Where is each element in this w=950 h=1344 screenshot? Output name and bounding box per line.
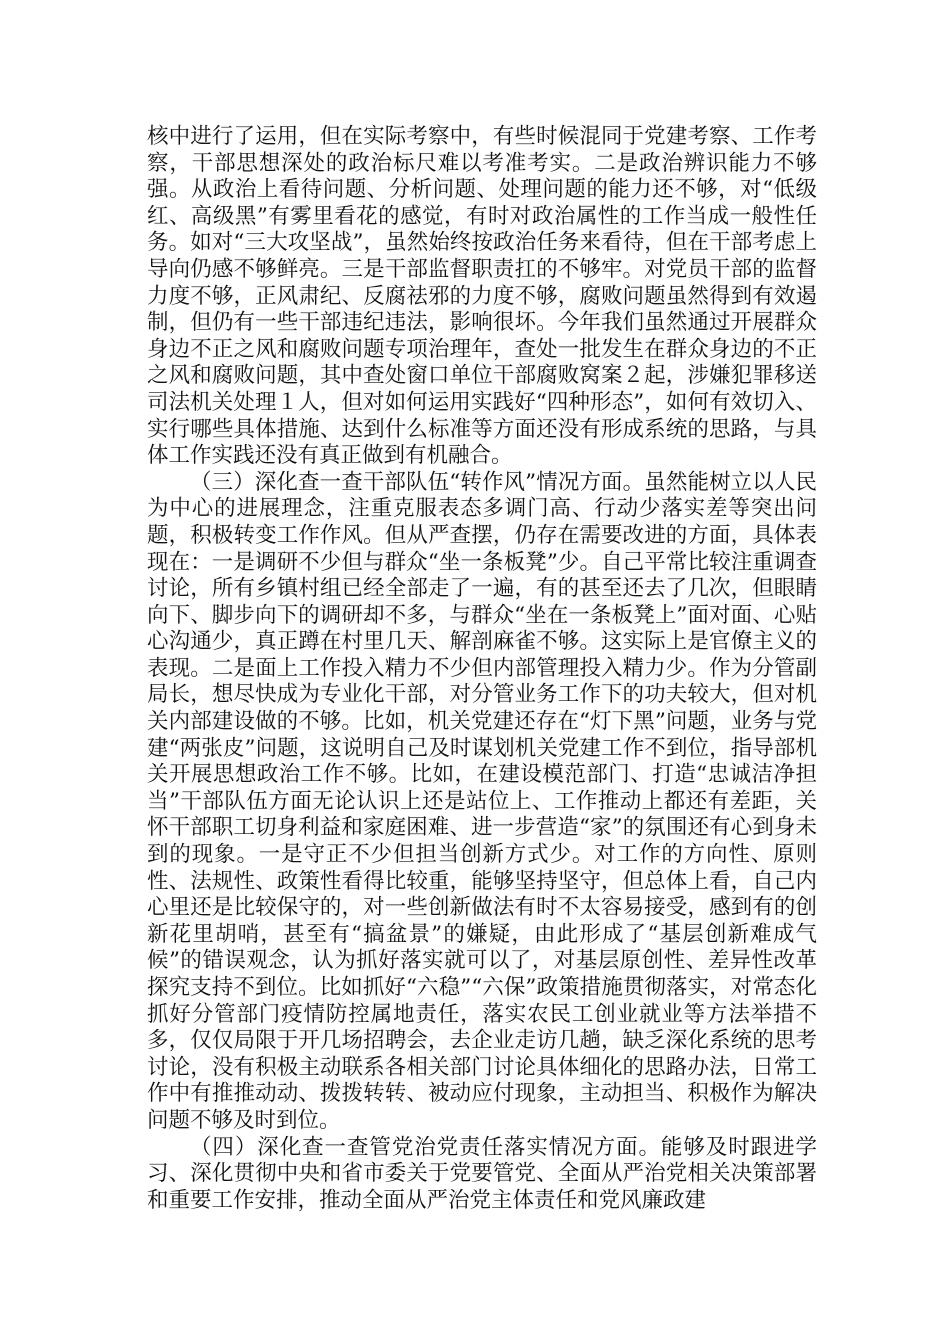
paragraph-3: （四）深化查一查管党治党责任落实情况方面。能够及时跟进学习、深化贯彻中央和省市委关于党要管党、全面从严治党相关决策部署和重要工作安排，推动全面从严治党主体责任和党风廉政建: [147, 1134, 817, 1213]
document-page: [147, 124, 817, 1214]
paragraph-1: 核中进行了运用，但在实际考察中，有些时候混同于党建考察、工作考察，干部思想深处的政治标尺难以考准考实。二是政治辨识能力不够强。从政治上看待问题、分析问题、处理问题的能力还不够，对“低级红、高级黑”有雾里看花的感觉，有时对政治属性的工作当成一般性任务。如对“三大攻坚战”，虽然始终按政治任务来看待，但在干部考虑上导向仍感不够鲜亮。三是干部监督职责扛的不够牢。对党员干部的监督力度不够，正风肃纪、反腐祛邪的力度不够，腐败问题虽然得到有效遏制，但仍有一些干部违纪违法，影响很坏。今年我们虽然通过开展群众身边不正之风和腐败问题专项治理年，查处一批发生在群众身边的不正之风和腐败问题，其中查处窗口单位干部腐败窝案２起，涉嫌犯罪移送司法机关处理１人，但对如何运用实践好“四种形态”，如何有效切入、实行哪些具体措施、达到什么标准等方面还没有形成系统的思路，与具体工作实践还没有真正做到有机融合。: [147, 124, 817, 469]
paragraph-2: （三）深化查一查干部队伍“转作风”情况方面。虽然能树立以人民为中心的进展理念，注重克服表态多调门高、行动少落实差等突出问题，积极转变工作作风。但从严查摆，仍存在需要改进的方面，具体表现在：一是调研不少但与群众“坐一条板凳”少。自己平常比较注重调查讨论，所有乡镇村组已经全部走了一遍，有的甚至还去了几次，但眼睛向下、脚步向下的调研却不多，与群众“坐在一条板凳上”面对面、心贴心沟通少，真正蹲在村里几天、解剖麻雀不够。这实际上是官僚主义的表现。二是面上工作投入精力不少但内部管理投入精力少。作为分管副局长，想尽快成为专业化干部，对分管业务工作下的功夫较大，但对机关内部建设做的不够。比如，机关党建还存在“灯下黑”问题，业务与党建“两张皮”问题，这说明自己及时谋划机关党建工作不到位，指导部机关开展思想政治工作不够。比如，在建设模范部门、打造“忠诚洁净担当”干部队伍方面无论认识上还是站位上、工作推动上都还有差距，关怀干部职工切身利益和家庭困难、进一步营造“家”的氛围还有心到身未到的现象。一是守正不少但担当创新方式少。对工作的方向性、原则性、法规性、政策性看得比较重，能够坚持坚守，但总体上看，自己内心里还是比较保守的，对一些创新做法有时不太容易接受，感到有的创新花里胡哨，甚至有“搞盆景”的嫌疑，由此形成了“基层创新难成气候”的错误观念，认为抓好落实就可以了，对基层原创性、差异性改革探究支持不到位。比如抓好“六稳”“六保”政策措施贯彻落实，对常态化抓好分管部门疫情防控属地责任，落实农民工创业就业等方法举措不多，仅仅局限于开几场招聘会，去企业走访几趟，缺乏深化系统的思考讨论，没有积极主动联系各相关部门讨论具体细化的思路办法，日常工作中有推推动动、拨拨转转、被动应付现象，主动担当、积极作为解决问题不够及时到位。: [147, 469, 817, 1133]
